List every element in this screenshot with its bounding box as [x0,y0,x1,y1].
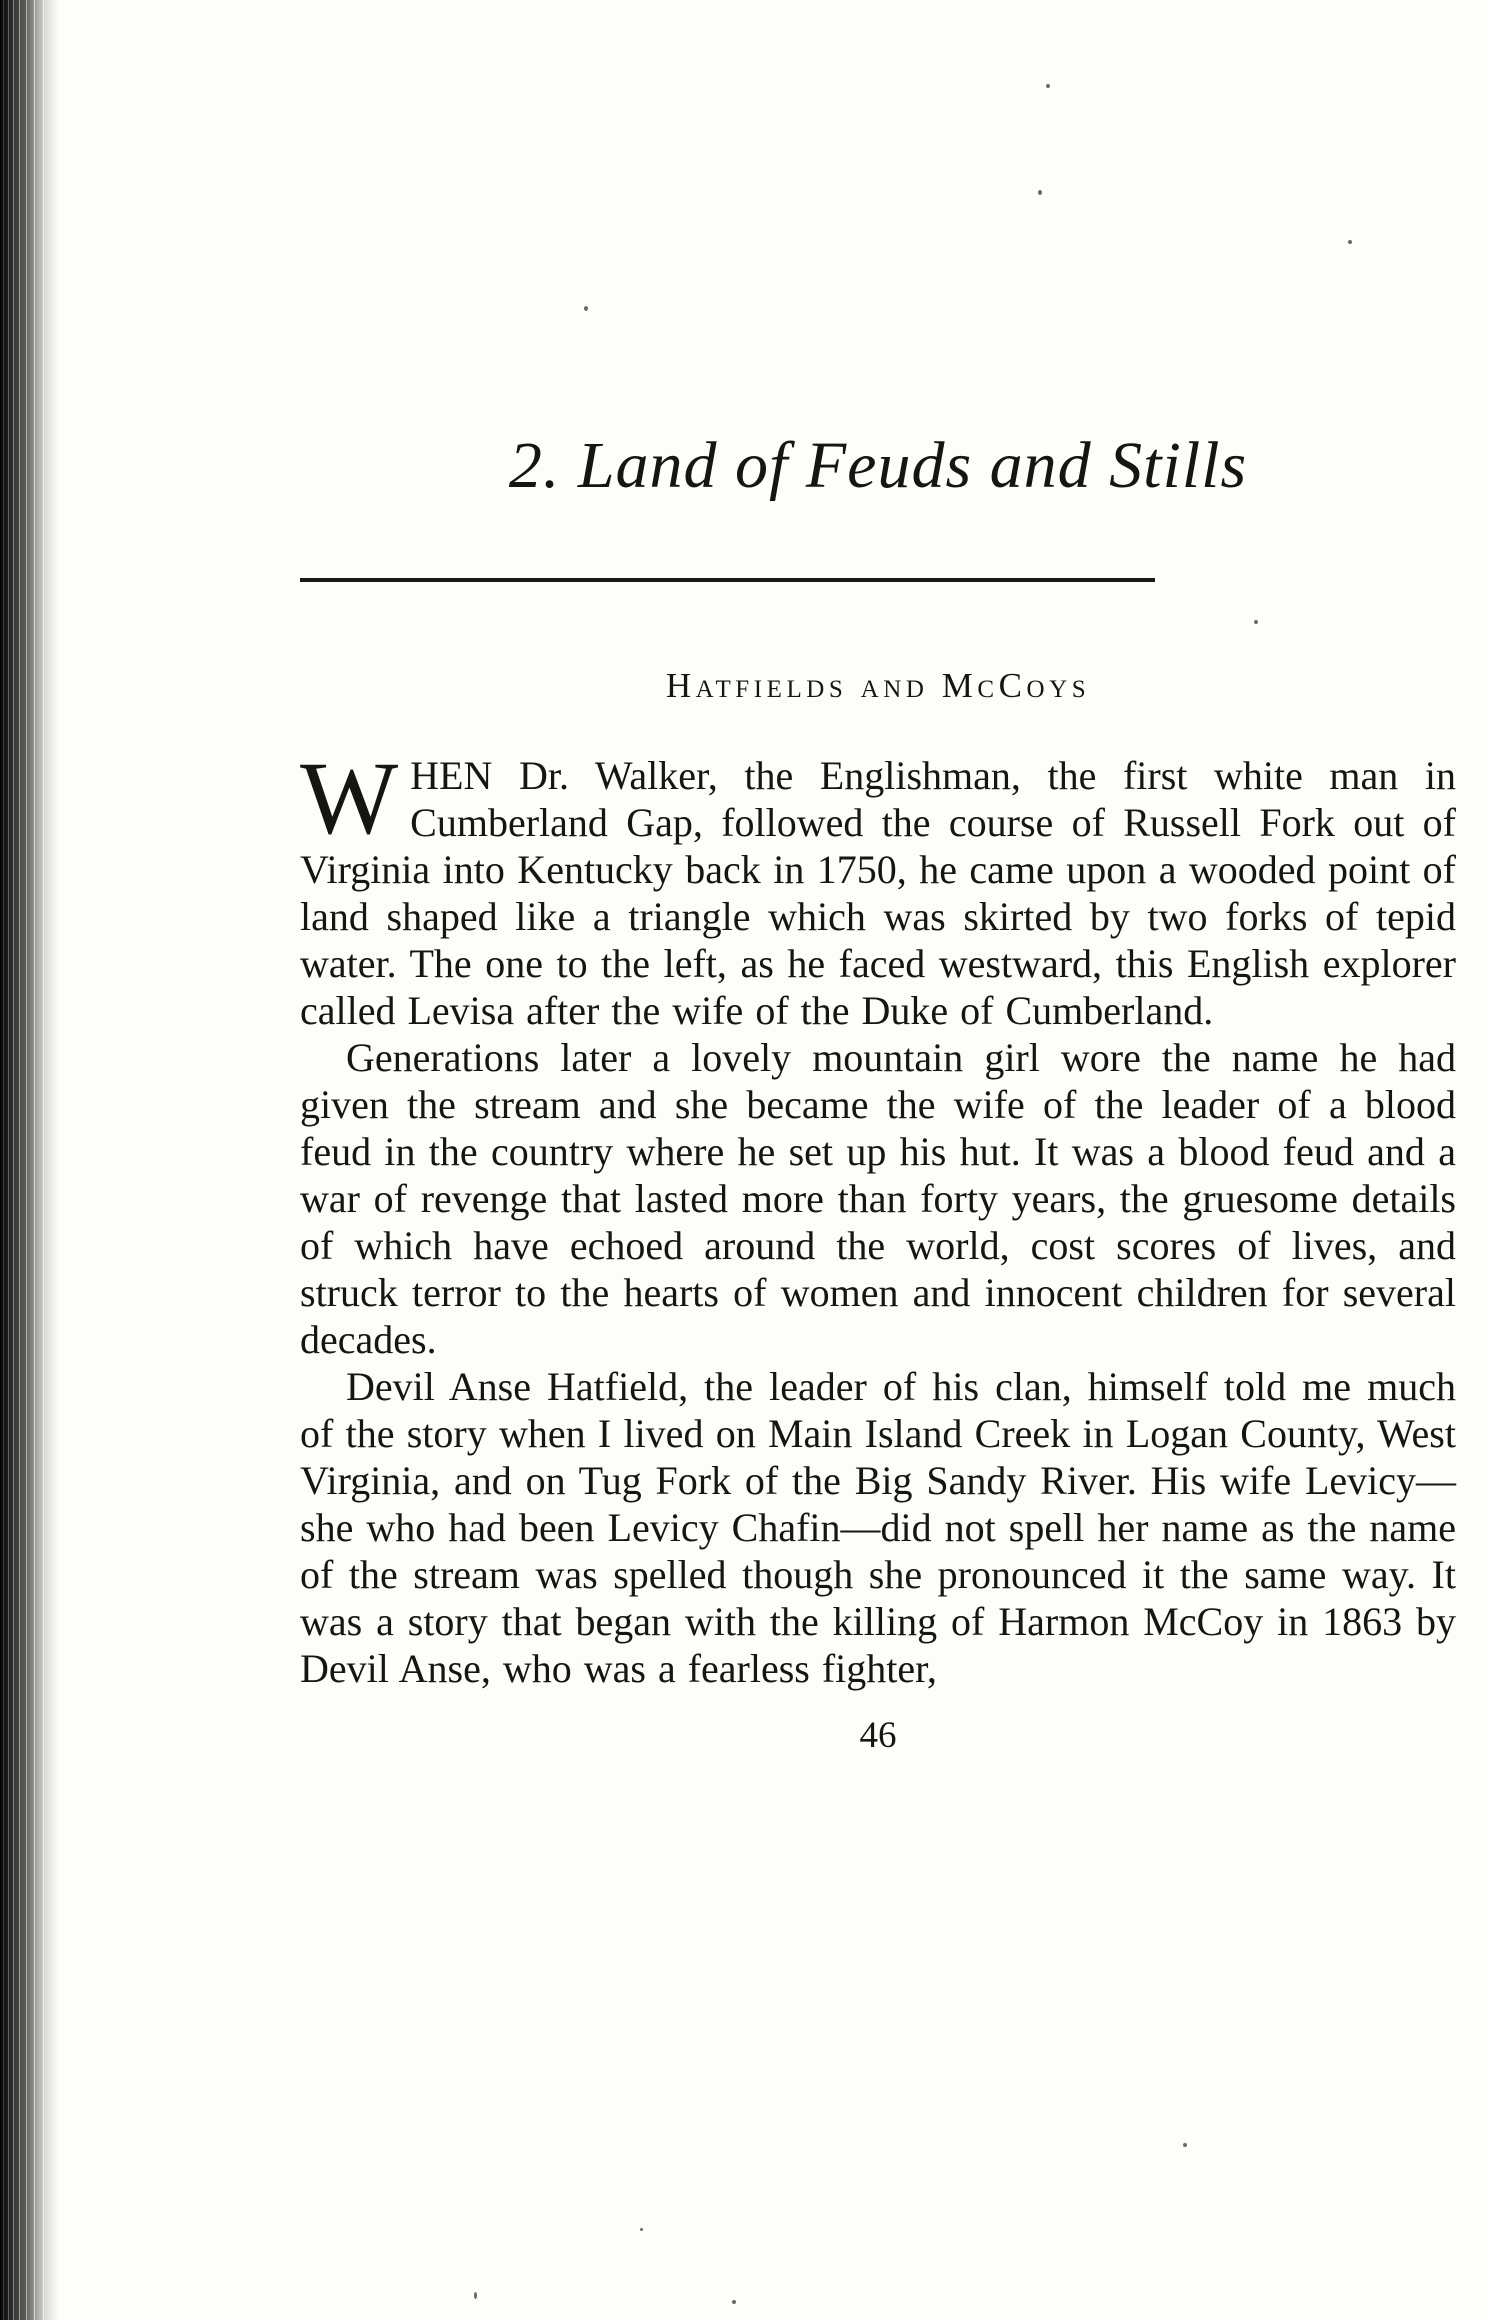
scan-speck [584,306,588,311]
scan-speck [1046,84,1050,88]
paragraph-3: Devil Anse Hatfield, the leader of his clan, himself told me much of the story when I lived on Main Island Creek in Logan County, West Virginia, and on Tug Fork of the Big Sandy River. His wife Levicy—she who had been Levicy Chafin—did not spell her name as the name of the stream was spelled though she pronounced it the same way. It was a story that began with the killing of Harmon McCoy in 1863 by Devil Anse, who was a fearless fighter, [300,1363,1456,1691]
chapter-title: 2. Land of Feuds and Stills [508,429,1248,502]
scan-speck [1254,620,1258,624]
scan-speck [1348,240,1352,244]
drop-cap: W [300,740,399,856]
scan-speck [474,2292,477,2299]
paragraph-1-text: HEN Dr. Walker, the Englishman, the first white man in Cumberland Gap, followed the course of Russell Fork out of Virginia into Kentucky back in 1750, he came upon a wooded point of land shaped like a triangle which was skirted by two forks of tepid water. The one to the left, as he faced westward, this English explorer called Levisa after the wife of the Duke of Cumberland. [300,752,1456,1033]
paragraph-2: Generations later a lovely mountain girl wore the name he had given the stream and she became the wife of the leader of a blood feud in the country where he set up his hut. It was a blood feud and a war of revenge that lasted more than forty years, the gruesome details of which have echoed around the world, cost scores of lives, and struck terror to the hearts of women and innocent children for several decades. [300,1034,1456,1362]
scan-speck [732,2300,736,2304]
paragraph-1 [300,740,1456,1034]
title-rule [300,578,1155,582]
scan-speck [1183,2143,1187,2147]
section-heading: Hatfields and McCoys [665,665,1091,705]
page-number: 46 [859,1714,897,1756]
page-content [300,428,1456,1757]
scan-speck [1038,190,1042,195]
scan-speck [640,2228,643,2231]
binding-shadow [0,0,58,2320]
